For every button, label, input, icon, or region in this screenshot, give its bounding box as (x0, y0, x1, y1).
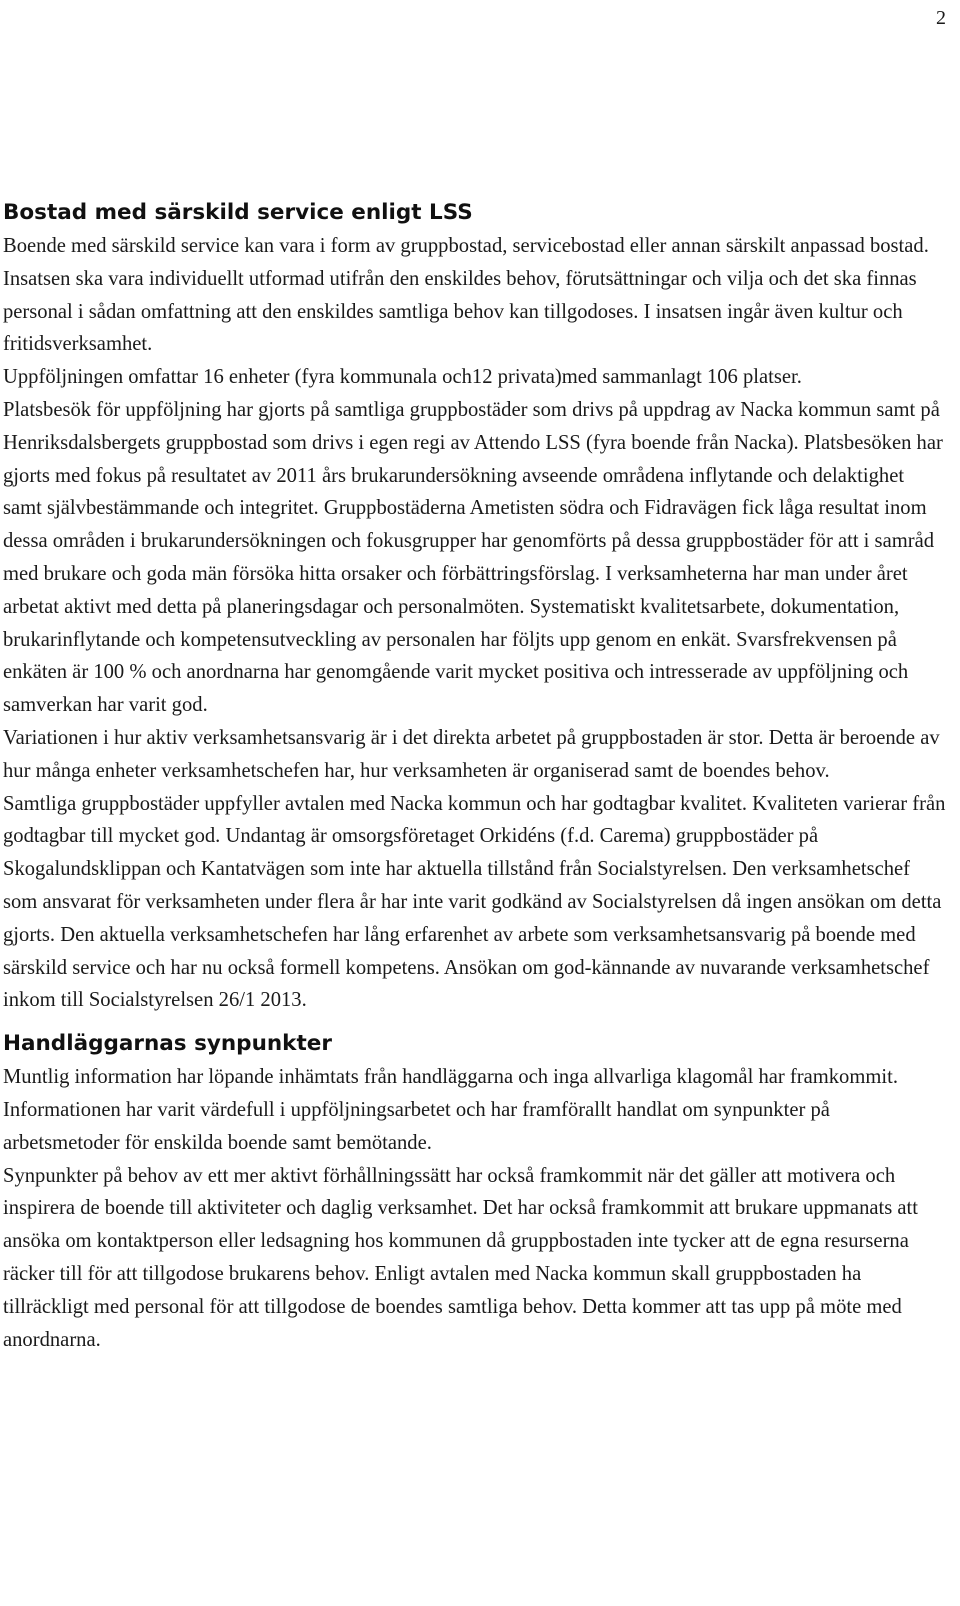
section-handlaggarnas-synpunkter (3, 1027, 948, 1356)
section-heading: Handläggarnas synpunkter (3, 1031, 332, 1057)
paragraph: Platsbesök för uppföljning har gjorts på samtliga gruppbostäder som drivs på uppdrag av Nacka kommun samt på Henriksdalsbergets gruppbostad som drivs i egen regi av Attendo LSS (fyra boende från Nacka). Platsbesöken har gjorts med fokus på resultatet av 2011 års brukarundersökning avseende områdena inflytande och delaktighet samt självbestämmande och integritet. Gruppbostäderna Ametisten södra och Fidravägen fick låga resultat inom dessa områden i brukarundersökningen och fokusgrupper har genomförts på dessa gruppbostäder för att i samråd med brukare och goda män försöka hitta orsaker och förbättringsförslag. I verksamheterna har man under året arbetat aktivt med detta på planeringsdagar och personalmöten. Systematiskt kvalitetsarbete, dokumentation, brukarinflytande och kompetensutveckling av personalen har följts upp genom en enkät. Svarsfrekvensen på enkäten är 100 % och anordnarna har genomgående varit mycket positiva och intresserade av uppföljning och samverkan har varit god. (3, 398, 943, 717)
paragraph: Samtliga gruppbostäder uppfyller avtalen med Nacka kommun och har godtagbar kvalitet. Kvaliteten varierar från godtagbar till mycket god. Undantag är omsorgsföretaget Orkidéns (f.d. Carema) gruppbostäder på Skogalundsklippan och Kantatvägen som inte har aktuella tillstånd från Socialstyrelsen. Den verksamhetschef som ansvarat för verksamheten under flera år har inte varit godkänd av Socialstyrelsen då ingen ansökan om detta gjorts. Den aktuella verksamhetschefen har lång erfarenhet av arbete som verksamhetsansvarig på boende med särskild service och har nu också formell kompetens. Ansökan om god-kännande av nuvarande verksamhetschef inkom till Socialstyrelsen 26/1 2013. (3, 792, 946, 1012)
paragraph: Muntlig information har löpande inhämtats från handläggarna och inga allvarliga klagomål har framkommit. Informationen har varit värdefull i uppföljningsarbetet och har framförallt handlat om synpunkter på arbetsmetoder för enskilda boende samt bemötande. (3, 1066, 898, 1154)
document-body (3, 196, 948, 1356)
section-bostad-lss (3, 196, 948, 1017)
paragraph: Synpunkter på behov av ett mer aktivt förhållningssätt har också framkommit när det gäller att motivera och inspirera de boende till aktiviteter och daglig verksamhet. Det har också framkommit att brukare uppmanats att ansöka om kontaktperson eller ledsagning hos kommunen då gruppbostaden inte tycker att de egna resurserna räcker till för att tillgodose brukarens behov. Enligt avtalen med Nacka kommun skall gruppbostaden ha tillräckligt med personal för att tillgodose de boendes samtliga behov. Detta kommer att tas upp på möte med anordnarna. (3, 1164, 918, 1351)
page-number: 2 (936, 7, 946, 29)
paragraph: Variationen i hur aktiv verksamhetsansvarig är i det direkta arbetet på gruppbostaden är stor. Detta är beroende av hur många enheter verksamhetschefen har, hur verksamheten är organiserad samt de boendes behov. (3, 726, 940, 782)
paragraph: Boende med särskild service kan vara i form av gruppbostad, servicebostad eller annan särskilt anpassad bostad. Insatsen ska vara individuellt utformad utifrån den enskildes behov, förutsättningar och vilja och det ska finnas personal i sådan omfattning att den enskildes samtliga behov kan tillgodoses. I insatsen ingår även kultur och fritidsverksamhet. (3, 235, 929, 356)
section-heading: Bostad med särskild service enligt LSS (3, 200, 473, 225)
paragraph: Uppföljningen omfattar 16 enheter (fyra kommunala och12 privata)med sammanlagt 106 platser. (3, 366, 802, 389)
